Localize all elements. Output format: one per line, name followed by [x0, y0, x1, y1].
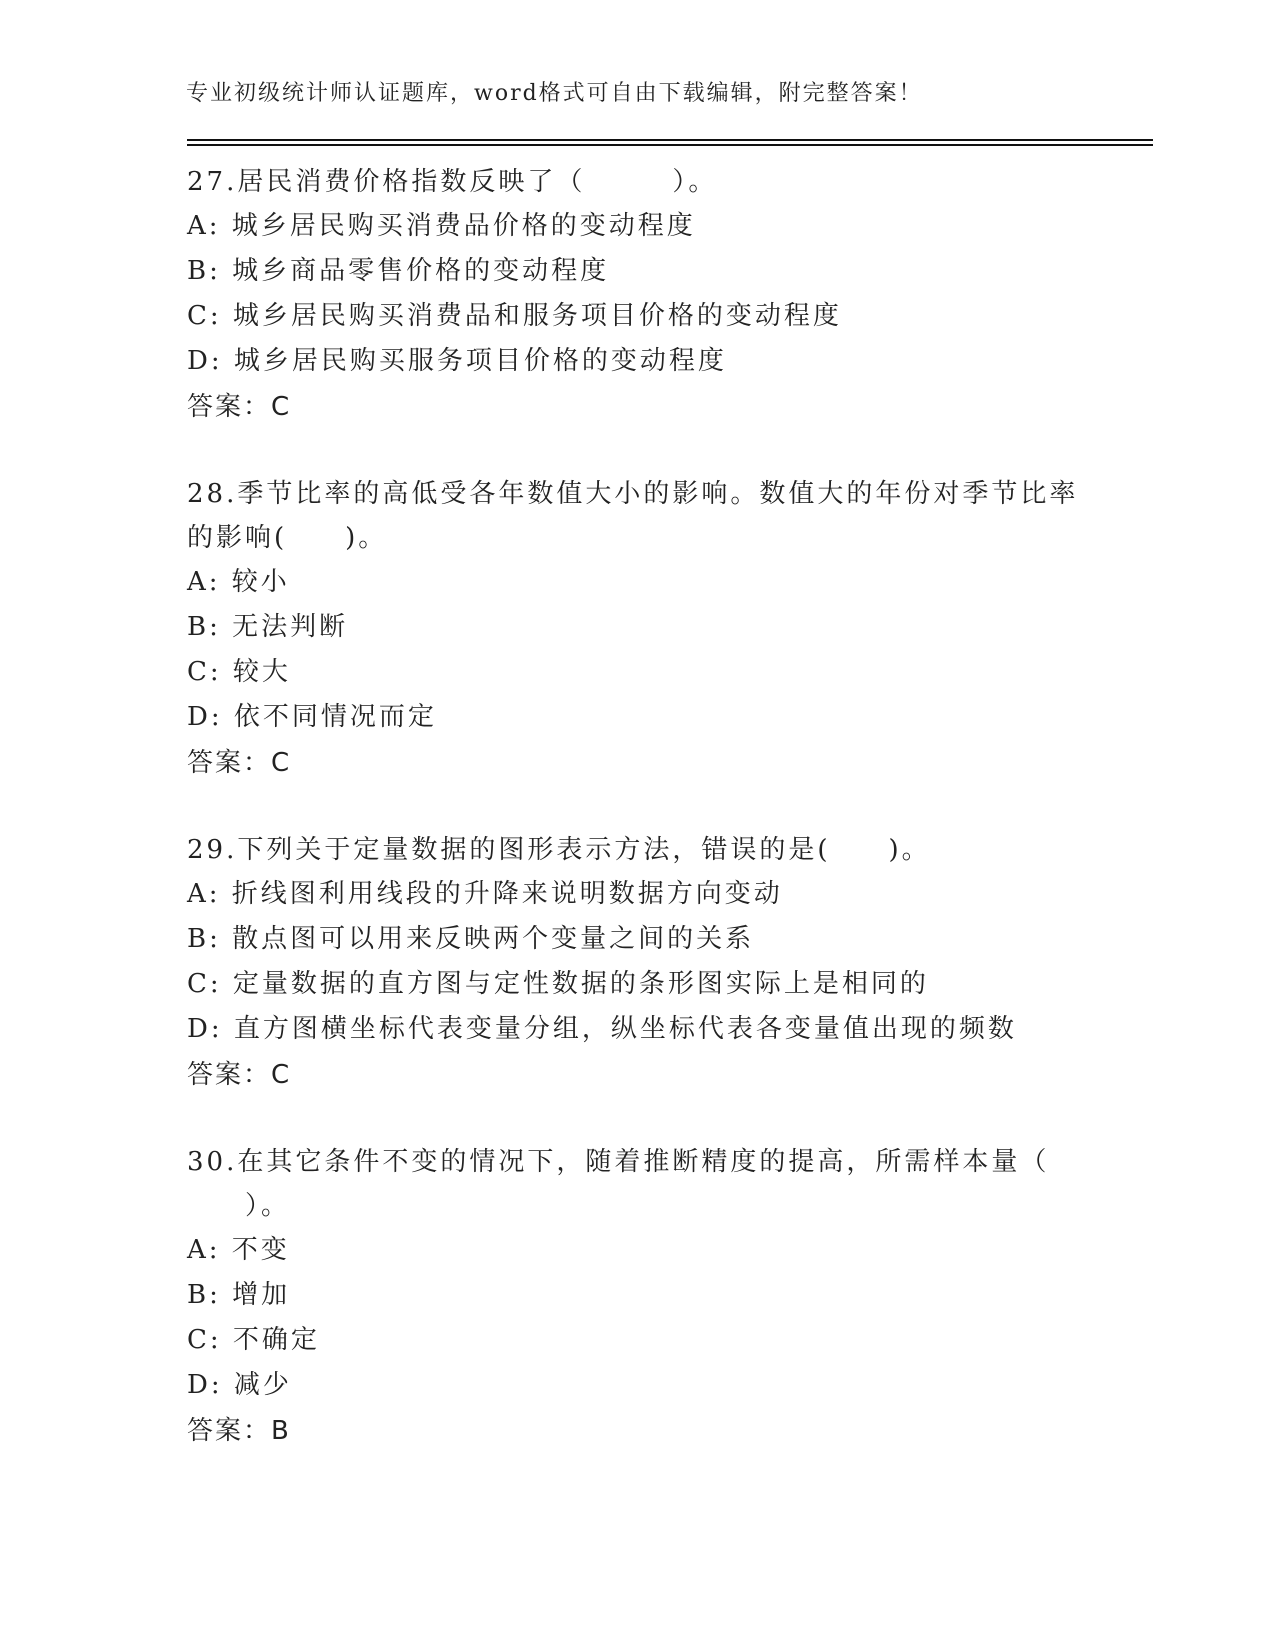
option-d: D: 城乡居民购买服务项目价格的变动程度	[187, 346, 727, 376]
option-b: B: 散点图可以用来反映两个变量之间的关系	[187, 924, 755, 954]
question-stem-continued: ）。	[187, 1191, 291, 1221]
option-a: A: 城乡居民购买消费品价格的变动程度	[187, 211, 696, 241]
option-a: A: 折线图利用线段的升降来说明数据方向变动	[187, 879, 783, 909]
question-28	[187, 472, 1087, 786]
question-stem: 27.居民消费价格指数反映了（ ）。	[187, 167, 718, 197]
answer-line: 答案：C	[187, 748, 292, 778]
question-30	[187, 1140, 1087, 1454]
header-rule-bottom	[187, 144, 1153, 146]
option-a: A: 不变	[187, 1235, 290, 1265]
spacer	[187, 786, 1087, 828]
option-c: C: 城乡居民购买消费品和服务项目价格的变动程度	[187, 301, 842, 331]
question-stem: 30.在其它条件不变的情况下，随着推断精度的提高，所需样本量（	[187, 1147, 1050, 1177]
option-d: D: 减少	[187, 1370, 292, 1400]
question-list	[187, 160, 1087, 1454]
option-b: B: 城乡商品零售价格的变动程度	[187, 256, 610, 286]
answer-line: 答案：C	[187, 392, 292, 422]
option-d: D: 直方图横坐标代表变量分组，纵坐标代表各变量值出现的频数	[187, 1014, 1017, 1044]
option-b: B: 无法判断	[187, 612, 349, 642]
question-29	[187, 828, 1087, 1098]
question-stem: 28.季节比率的高低受各年数值大小的影响。数值大的年份对季节比率	[187, 479, 1079, 509]
option-d: D: 依不同情况而定	[187, 702, 437, 732]
spacer	[187, 430, 1087, 472]
answer-line: 答案：B	[187, 1416, 291, 1446]
spacer	[187, 1098, 1087, 1140]
option-c: C: 不确定	[187, 1325, 320, 1355]
option-c: C: 定量数据的直方图与定性数据的条形图实际上是相同的	[187, 969, 929, 999]
option-a: A: 较小	[187, 567, 290, 597]
header-rule-top	[187, 139, 1153, 141]
answer-line: 答案：C	[187, 1060, 292, 1090]
option-c: C: 较大	[187, 657, 291, 687]
question-stem: 29.下列关于定量数据的图形表示方法，错误的是( )。	[187, 835, 931, 865]
question-27	[187, 160, 1087, 430]
question-stem-continued: 的影响( )。	[187, 523, 388, 553]
page-header: 专业初级统计师认证题库，word格式可自由下载编辑，附完整答案！	[186, 81, 923, 106]
option-b: B: 增加	[187, 1280, 291, 1310]
